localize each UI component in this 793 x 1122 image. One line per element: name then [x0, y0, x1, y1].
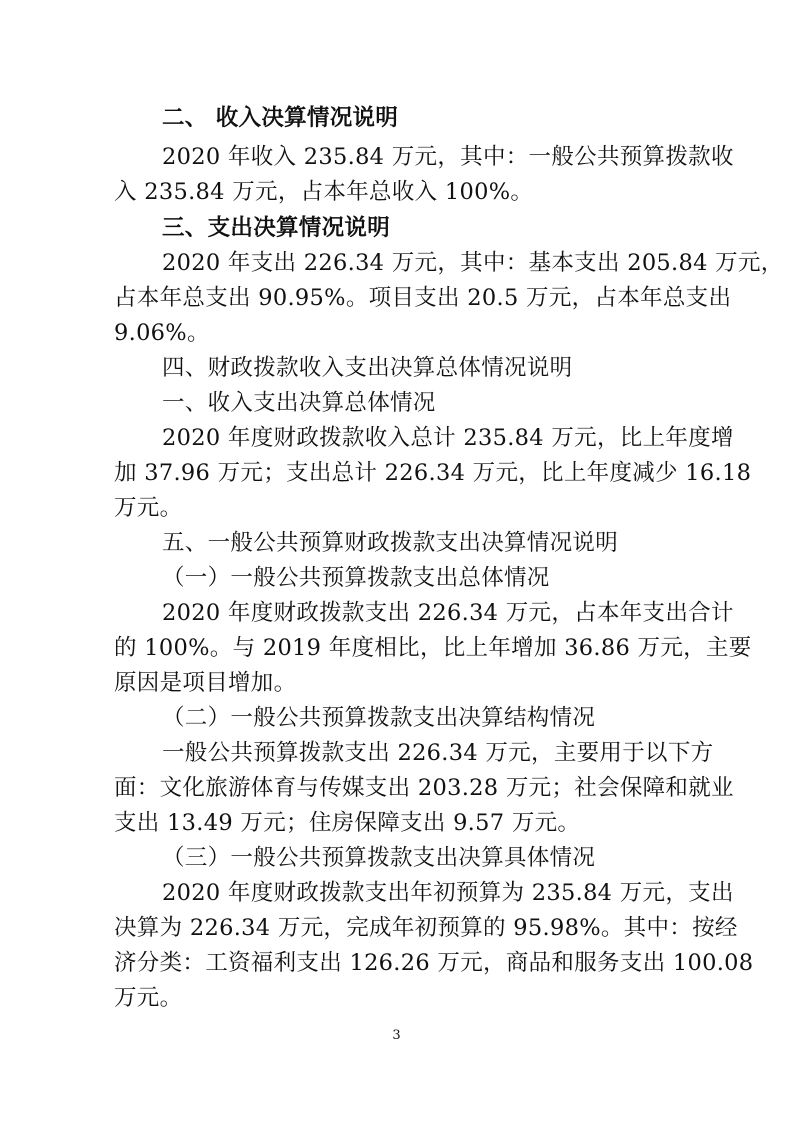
paragraph-line: 面：文化旅游体育与传媒支出 203.28 万元；社会保障和就业: [114, 775, 734, 801]
paragraph-line: 一般公共预算拨款支出 226.34 万元，主要用于以下方: [162, 740, 714, 766]
subheading-income-expenditure: 一、收入支出决算总体情况: [162, 390, 436, 416]
section-heading-expenditure: 三、支出决算情况说明: [162, 215, 391, 241]
paragraph-line: 支出 13.49 万元；住房保障支出 9.57 万元。: [114, 810, 581, 836]
paragraph-line: 决算为 226.34 万元，完成年初预算的 95.98%。其中：按经: [114, 915, 738, 941]
paragraph-line: 的 100%。与 2019 年度相比，比上年增加 36.86 万元，主要: [114, 635, 752, 661]
paragraph-line: 加 37.96 万元；支出总计 226.34 万元，比上年度减少 16.18: [114, 460, 752, 486]
paragraph-line: 万元。: [114, 495, 183, 521]
paragraph-line: 2020 年度财政拨款支出年初预算为 235.84 万元，支出: [162, 880, 734, 906]
subheading-details: （三）一般公共预算拨款支出决算具体情况: [162, 845, 596, 871]
paragraph-line: 2020 年收入 235.84 万元，其中：一般公共预算拨款收: [162, 144, 734, 170]
paragraph-line: 济分类：工资福利支出 126.26 万元，商品和服务支出 100.08: [114, 950, 754, 976]
paragraph-line: 9.06%。: [114, 320, 210, 346]
paragraph-line: 2020 年支出 226.34 万元，其中：基本支出 205.84 万元，: [162, 250, 784, 276]
paragraph-line: 原因是项目增加。: [114, 670, 297, 696]
subheading-structure: （二）一般公共预算拨款支出决算结构情况: [162, 705, 596, 731]
page-number: 3: [392, 1028, 401, 1043]
paragraph-line: 万元。: [114, 985, 183, 1011]
paragraph-line: 2020 年度财政拨款支出 226.34 万元，占本年支出合计: [162, 600, 734, 626]
subheading-overall: （一）一般公共预算拨款支出总体情况: [162, 565, 550, 591]
paragraph-line: 入 235.84 万元，占本年总收入 100%。: [114, 179, 534, 205]
paragraph-line: 2020 年度财政拨款收入总计 235.84 万元，比上年度增: [162, 425, 734, 451]
section-heading-income: 二、 收入决算情况说明: [162, 105, 399, 131]
section-heading-fiscal-overall: 四、财政拨款收入支出决算总体情况说明: [162, 355, 573, 381]
paragraph-line: 占本年总支出 90.95%。项目支出 20.5 万元，占本年总支出: [114, 285, 732, 311]
section-heading-general-budget: 五、一般公共预算财政拨款支出决算情况说明: [162, 530, 619, 556]
